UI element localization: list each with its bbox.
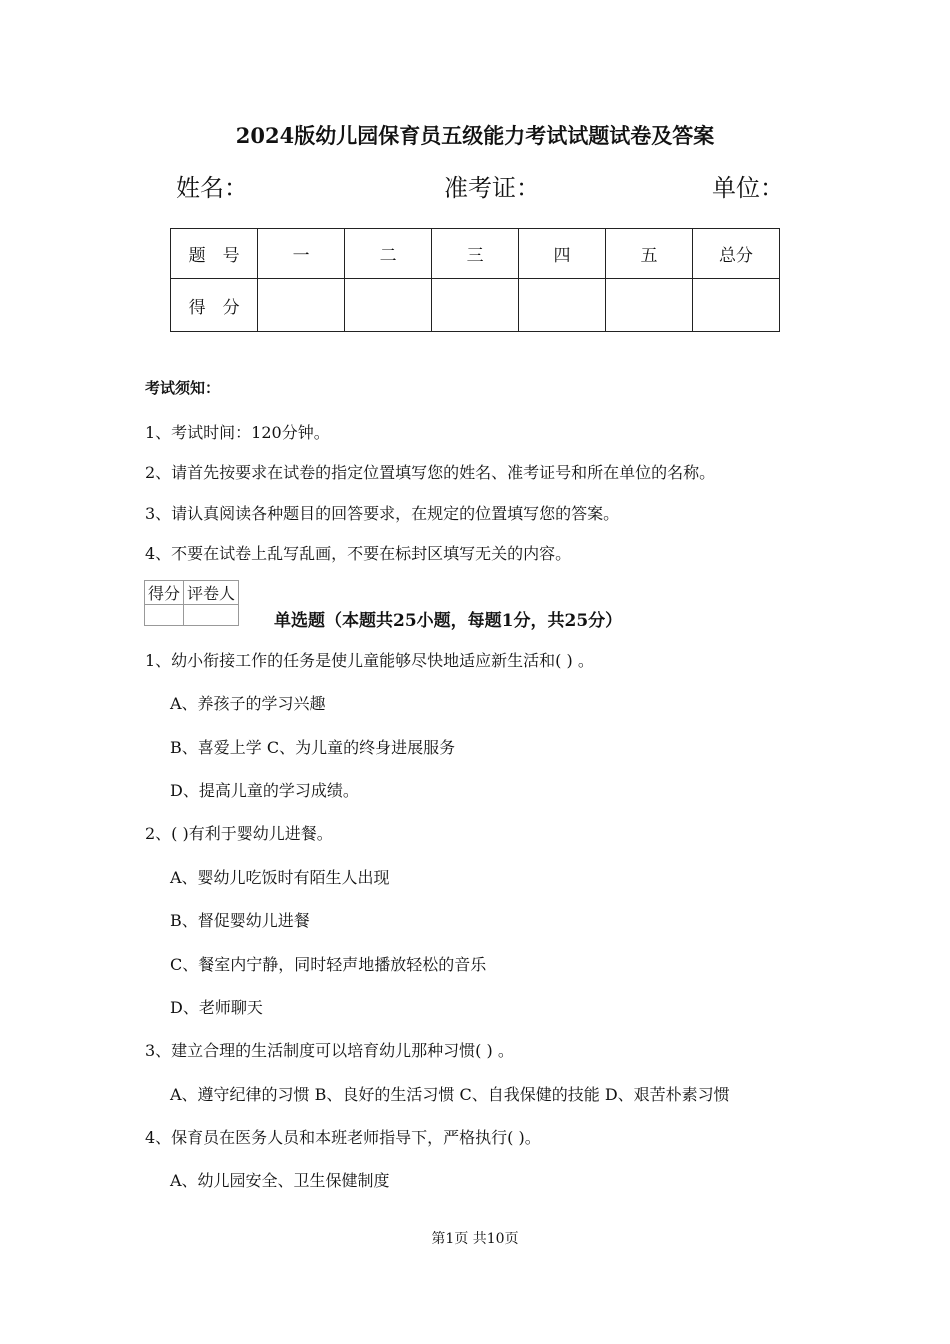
- grader-box-grader-cell: [184, 605, 239, 626]
- notice-item-1: 1、考试时间：120分钟。: [145, 423, 330, 442]
- question-2-option: C、餐室内宁静，同时轻声地播放轻松的音乐: [170, 955, 487, 974]
- grader-box-grader-label: 评卷人: [184, 581, 239, 605]
- score-table-header-2: 二: [345, 229, 432, 279]
- score-cell-1: [258, 279, 345, 332]
- question-4: 4、保育员在医务人员和本班老师指导下，严格执行( )。: [145, 1128, 541, 1147]
- section-title: 单选题（本题共25小题，每题1分，共25分）: [274, 611, 623, 631]
- notice-item-2: 2、请首先按要求在试卷的指定位置填写您的姓名、准考证号和所在单位的名称。: [145, 463, 716, 482]
- score-table-header-5: 五: [606, 229, 693, 279]
- score-table: [170, 228, 780, 332]
- score-table-score-label: 得 分: [171, 279, 258, 332]
- grader-box: [144, 580, 239, 626]
- question-1-option: A、养孩子的学习兴趣: [170, 694, 326, 713]
- question-2: 2、( )有利于婴幼儿进餐。: [145, 824, 333, 843]
- score-table-header-row: [171, 229, 780, 279]
- page-title: 2024版幼儿园保育员五级能力考试试题试卷及答案: [235, 123, 715, 148]
- score-cell-4: [519, 279, 606, 332]
- score-table-header-3: 三: [432, 229, 519, 279]
- score-cell-2: [345, 279, 432, 332]
- question-2-option: D、老师聊天: [170, 998, 263, 1017]
- question-2-option: A、婴幼儿吃饭时有陌生人出现: [170, 868, 390, 887]
- exam-id-field-label: 准考证：: [444, 174, 540, 202]
- question-4-option: A、幼儿园安全、卫生保健制度: [170, 1171, 390, 1190]
- grader-box-score-label: 得分: [145, 581, 184, 605]
- notice-item-3: 3、请认真阅读各种题目的回答要求，在规定的位置填写您的答案。: [145, 504, 620, 523]
- question-1: 1、幼小衔接工作的任务是使儿童能够尽快地适应新生活和( ) 。: [145, 651, 594, 670]
- score-table-header-label: 题 号: [171, 229, 258, 279]
- question-3-option: A、遵守纪律的习惯 B、良好的生活习惯 C、自我保健的技能 D、艰苦朴素习惯: [170, 1085, 730, 1104]
- notice-heading: 考试须知：: [145, 379, 221, 397]
- name-field-label: 姓名：: [176, 174, 248, 202]
- score-table-score-row: [171, 279, 780, 332]
- score-cell-5: [606, 279, 693, 332]
- score-cell-3: [432, 279, 519, 332]
- score-table-header-total: 总分: [692, 229, 779, 279]
- question-2-option: B、督促婴幼儿进餐: [170, 911, 310, 930]
- question-1-option: D、提高儿童的学习成绩。: [170, 781, 359, 800]
- question-1-option: B、喜爱上学 C、为儿童的终身进展服务: [170, 738, 456, 757]
- notice-item-4: 4、不要在试卷上乱写乱画，不要在标封区填写无关的内容。: [145, 544, 572, 563]
- score-cell-total: [692, 279, 779, 332]
- score-table-header-1: 一: [258, 229, 345, 279]
- grader-box-score-cell: [145, 605, 184, 626]
- unit-field-label: 单位：: [712, 174, 784, 202]
- page-footer: 第1页 共10页: [431, 1231, 519, 1247]
- score-table-header-4: 四: [519, 229, 606, 279]
- question-3: 3、建立合理的生活制度可以培育幼儿那种习惯( ) 。: [145, 1041, 514, 1060]
